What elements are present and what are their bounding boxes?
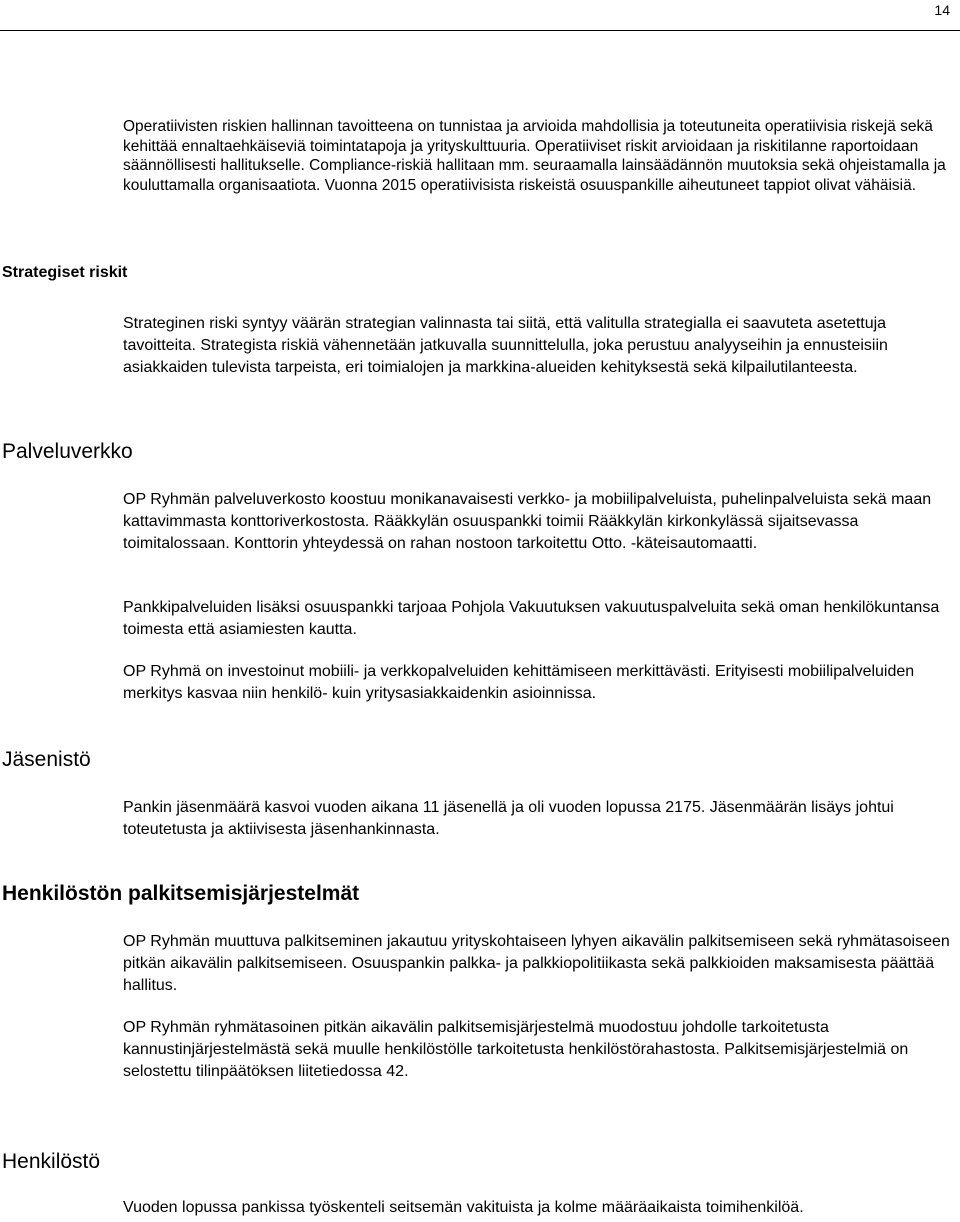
membership-heading: Jäsenistö: [2, 748, 91, 771]
strategic-risks-heading: Strategiset riskit: [2, 264, 128, 281]
personnel-paragraph: Vuoden lopussa pankissa työskenteli seitsemän vakituista ja kolme määräaikaista toimihenkilöä.: [123, 1199, 804, 1216]
operational-risk-paragraph: Operatiivisten riskien hallinnan tavoitteena on tunnistaa ja arvioida mahdollisia ja toteutuneita operatiivisia riskejä sekä kehittää ennaltaehkäiseviä toimintatapoja ja yrityskulttuuria. Operatiiviset riskit arvioidaan ja riskitilanne raportoidaan säännöllisesti hallitukselle. Compliance-riskiä hallitaan mm. seuraamalla lainsäädännön muutoksia sekä ohjeistamalla ja kouluttamalla organisaatiota. Vuonna 2015 operatiivisista riskeistä osuuspankille aiheutuneet tappiot olivat vähäisiä.: [123, 118, 946, 194]
page-number: 14: [934, 2, 950, 18]
service-network-paragraph-3: OP Ryhmä on investoinut mobiili- ja verkkopalveluiden kehittämiseen merkittävästi. Erityisesti mobiilipalveluiden merkitys kasvaa niin henkilö- kuin yritysasiakkaidenkin asioinnissa.: [123, 663, 915, 702]
strategic-risks-paragraph: Strateginen riski syntyy väärän strategian valinnasta tai siitä, että valitulla strategialla ei saavuteta asetettuja tavoitteita. Strategista riskiä vähennetään jatkuvalla suunnittelulla, joka perustuu analyyseihin ja ennusteisiin asiakkaiden tulevista tarpeista, eri toimialojen ja markkina-alueiden kehityksestä sekä kilpailutilanteesta.: [123, 315, 888, 376]
service-network-paragraph-1: OP Ryhmän palveluverkosto koostuu monikanavaisesti verkko- ja mobiilipalveluista, puhelinpalveluista sekä maan kattavimmasta konttoriverkostosta. Rääkkylän osuuspankki toimii Rääkkylän kirkonkylässä sijaitsevassa toimitalossaan. Konttorin yhteydessä on rahan nostoon tarkoitettu Otto. -käteisautomaatti.: [123, 491, 932, 552]
service-network-paragraph-2: Pankkipalveluiden lisäksi osuuspankki tarjoaa Pohjola Vakuutuksen vakuutuspalveluita sekä oman henkilökuntansa toimesta että asiamiesten kautta.: [123, 599, 940, 638]
service-network-heading: Palveluverkko: [2, 440, 133, 463]
personnel-heading: Henkilöstö: [2, 1150, 101, 1173]
membership-paragraph: Pankin jäsenmäärä kasvoi vuoden aikana 11 jäsenellä ja oli vuoden lopussa 2175. Jäsenmäärän lisäys johtui toteutetusta ja aktiivisesta jäsenhankinnasta.: [123, 799, 894, 838]
compensation-heading: Henkilöstön palkitsemisjärjestelmät: [2, 882, 360, 905]
compensation-paragraph-1: OP Ryhmän muuttuva palkitseminen jakautuu yrityskohtaiseen lyhyen aikavälin palkitsemiseen sekä ryhmätasoiseen pitkän aikavälin palkitsemiseen. Osuuspankin palkka- ja palkkiopolitiikasta sekä palkkioiden maksamisesta päättää hallitus.: [123, 933, 950, 994]
header-rule: [0, 30, 960, 31]
compensation-paragraph-2: OP Ryhmän ryhmätasoinen pitkän aikavälin palkitsemisjärjestelmä muodostuu johdolle tarkoitetusta kannustinjärjestelmästä sekä muulle henkilöstölle tarkoitetusta henkilöstörahastosta. Palkitsemisjärjestelmiä on selostettu tilinpäätöksen liitetiedossa 42.: [123, 1019, 909, 1080]
